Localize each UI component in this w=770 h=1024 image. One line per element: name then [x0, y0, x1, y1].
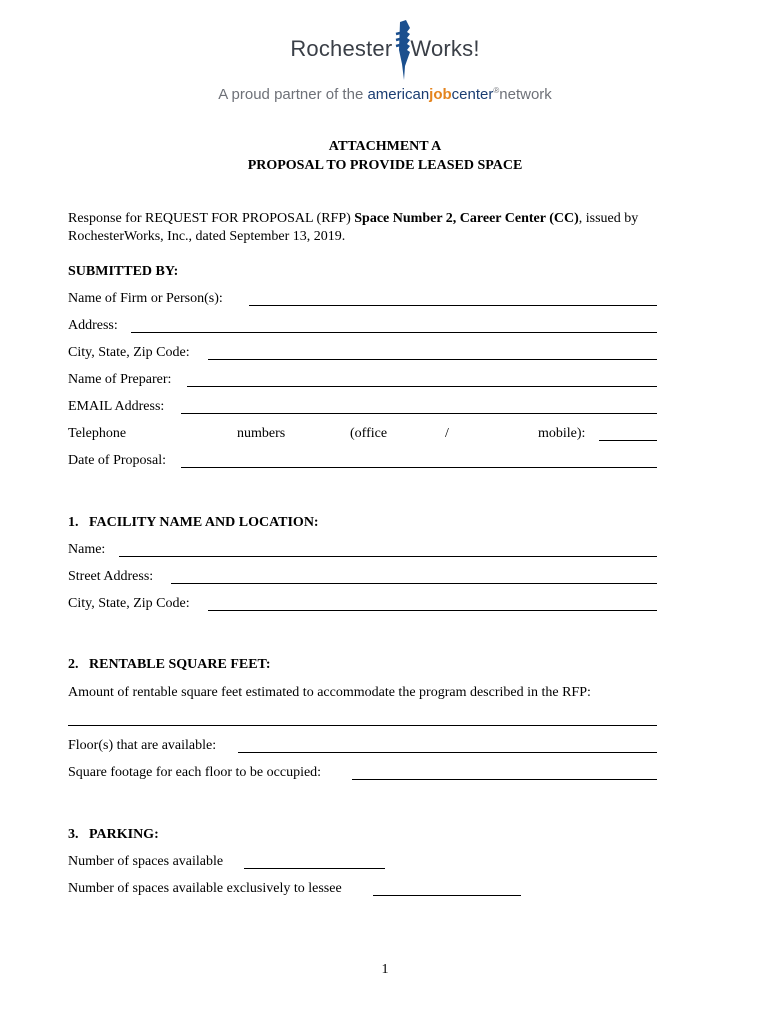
facility-name-label: Name:: [68, 542, 106, 557]
city-field[interactable]: [208, 359, 657, 360]
telephone-label-4: /: [445, 426, 449, 441]
floors-field[interactable]: [238, 752, 657, 753]
sqft-field[interactable]: [352, 779, 657, 780]
proposal-title: PROPOSAL TO PROVIDE LEASED SPACE: [247, 158, 523, 173]
facility-city-label: City, State, Zip Code:: [68, 596, 190, 611]
attachment-title: ATTACHMENT A: [328, 139, 442, 154]
address-label: Address:: [68, 318, 118, 333]
logo-wordmark: Rochester Works!: [290, 36, 480, 61]
spaces-label: Number of spaces available: [68, 854, 224, 869]
section-2-heading: 2. RENTABLE SQUARE FEET:: [68, 657, 271, 672]
email-field[interactable]: [181, 413, 657, 414]
city-label: City, State, Zip Code:: [68, 345, 190, 360]
section-3-heading: 3. PARKING:: [68, 827, 159, 842]
section-1-heading: 1. FACILITY NAME AND LOCATION:: [68, 515, 319, 530]
sqft-label: Square footage for each floor to be occupied:: [68, 765, 322, 780]
address-field[interactable]: [131, 332, 657, 333]
submitted-by-heading: SUBMITTED BY:: [68, 264, 179, 279]
floors-label: Floor(s) that are available:: [68, 738, 217, 753]
street-field[interactable]: [171, 583, 657, 584]
amount-field[interactable]: [68, 725, 657, 726]
email-label: EMAIL Address:: [68, 399, 165, 414]
firm-field[interactable]: [249, 305, 657, 306]
logo-drill-icon: [392, 20, 418, 86]
firm-label: Name of Firm or Person(s):: [68, 291, 223, 306]
facility-name-field[interactable]: [119, 556, 657, 557]
preparer-field[interactable]: [187, 386, 657, 387]
telephone-label-5: mobile):: [538, 426, 586, 441]
exclusive-spaces-field[interactable]: [373, 895, 521, 896]
page-number: 1: [381, 962, 389, 977]
logo-tagline: A proud partner of the americanjobcenter®network: [218, 86, 552, 103]
street-label: Street Address:: [68, 569, 154, 584]
telephone-field[interactable]: [599, 440, 657, 441]
intro-line-2: RochesterWorks, Inc., dated September 13, 2019.: [68, 229, 346, 244]
rochesterworks-logo: [0, 20, 770, 110]
date-field[interactable]: [181, 467, 657, 468]
preparer-label: Name of Preparer:: [68, 372, 172, 387]
telephone-label-1: Telephone: [68, 426, 127, 441]
telephone-label-2: numbers: [237, 426, 286, 441]
amount-label: Amount of rentable square feet estimated to accommodate the program described in the RFP:: [68, 685, 591, 700]
intro-line-1: Response for REQUEST FOR PROPOSAL (RFP) Space Number 2, Career Center (CC), issued by: [68, 211, 639, 226]
facility-city-field[interactable]: [208, 610, 657, 611]
exclusive-spaces-label: Number of spaces available exclusively to lessee: [68, 881, 342, 896]
telephone-label-3: (office: [350, 426, 388, 441]
date-label: Date of Proposal:: [68, 453, 166, 468]
spaces-field[interactable]: [244, 868, 385, 869]
